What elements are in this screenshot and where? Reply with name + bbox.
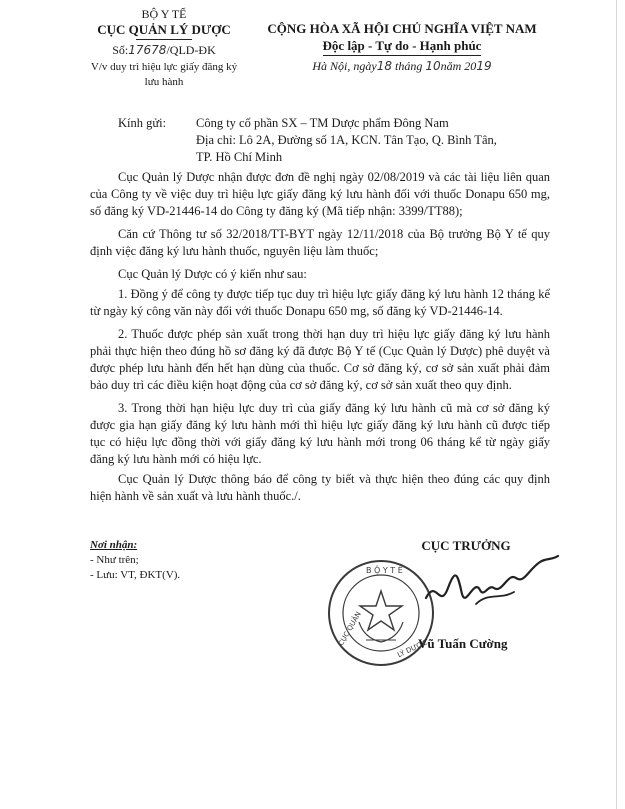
signer-name: Vũ Tuấn Cường xyxy=(418,636,508,651)
subject-line-1: V/v duy trì hiệu lực giấy đăng ký xyxy=(90,61,238,73)
svg-text:CỤC QUẢN: CỤC QUẢN xyxy=(337,610,363,648)
addressee-label: Kính gửi: xyxy=(118,116,167,130)
addressee-name: Công ty cổ phần SX – TM Dược phẩm Đông Nam xyxy=(196,116,449,130)
addressee-address-line-1: Địa chỉ: Lô 2A, Đường số 1A, KCN. Tân Tạo, Q. Bình Tân, xyxy=(196,133,497,147)
date-month-label: tháng xyxy=(395,59,423,73)
national-motto: Độc lập - Tự do - Hạnh phúc xyxy=(322,38,482,53)
issue-date xyxy=(246,58,558,75)
opinion-paragraph: Cục Quản lý Dược có ý kiến như sau: xyxy=(118,267,307,281)
item-1-paragraph: 1. Đồng ý để công ty được tiếp tục duy trì hiệu lực giấy đăng ký lưu hành 12 tháng kể từ ngày ký công văn này đối với thuốc Donapu 650 mg, số đăng ký VD-21446-14. xyxy=(90,287,550,318)
date-month-handwritten: 10 xyxy=(425,59,441,73)
item-3-paragraph: 3. Trong thời hạn hiệu lực duy trì của giấy đăng ký lưu hành cũ mà cơ sở đăng ký được gia hạn giấy đăng ký lưu hành mới thì hiệu lực giấy đăng ký lưu hành cũ được tiếp tục có hiệu lực đồng thời với giấy đăng ký lưu hành mới trong 06 tháng kể từ ngày giấy đăng ký lưu hành mới có hiệu lực. xyxy=(90,401,550,466)
date-prefix: Hà Nội, ngày xyxy=(312,59,377,73)
closing-paragraph: Cục Quản lý Dược thông báo để công ty biết và thực hiện theo đúng các quy định hiện hành về sản xuất và lưu hành thuốc./. xyxy=(90,472,550,503)
subject-line-2: lưu hành xyxy=(144,76,184,88)
recipients-title: Nơi nhận: xyxy=(90,539,138,551)
document-number-prefix: Số: xyxy=(112,43,129,57)
subject-line xyxy=(72,60,256,90)
national-header-block xyxy=(246,20,558,75)
legal-basis-paragraph: Căn cứ Thông tư số 32/2018/TT-BYT ngày 12/11/2018 của Bộ trưởng Bộ Y tế quy định việc đăng ký lưu hành thuốc, nguyên liệu làm thuốc; xyxy=(90,227,550,258)
date-year-label: năm 20 xyxy=(440,59,477,73)
handwritten-signature xyxy=(418,548,568,618)
document-number-suffix: /QLD-ĐK xyxy=(166,43,216,57)
recipients-block xyxy=(90,538,290,583)
header-left-underline xyxy=(136,39,192,40)
parent-ministry: BỘ Y TẾ xyxy=(141,7,187,21)
svg-text:LÝ DƯỢC: LÝ DƯỢC xyxy=(396,638,429,660)
signatory-title: CỤC TRƯỞNG xyxy=(421,538,511,553)
recipient-line-1: - Như trên; xyxy=(90,554,139,566)
addressee-line xyxy=(90,115,550,132)
intro-paragraph: Cục Quản lý Dược nhận được đơn đề nghị ngày 02/08/2019 và các tài liệu liên quan của Công ty về việc duy trì hiệu lực giấy đăng ký lưu hành đối với thuốc Donapu 650 mg, số đăng ký VD-21446-14 do Công ty đăng ký (Mã tiếp nhận: 3399/TT88); xyxy=(90,170,550,218)
document-number xyxy=(72,42,256,58)
date-day-handwritten: 18 xyxy=(376,59,393,73)
document-number-handwritten: 17678 xyxy=(128,43,167,57)
country-name: CỘNG HÒA XÃ HỘI CHỦ NGHĨA VIỆT NAM xyxy=(267,21,537,36)
recipient-line-2: - Lưu: VT, ĐKT(V). xyxy=(90,569,181,581)
issuing-organization-block xyxy=(72,6,256,90)
letter-body xyxy=(90,115,550,508)
date-year-handwritten: 19 xyxy=(476,59,492,73)
item-2-paragraph: 2. Thuốc được phép sản xuất trong thời hạn duy trì hiệu lực giấy đăng ký lưu hành phải thực hiện theo đúng hồ sơ đăng ký đã được Bộ Y tế (Cục Quản lý Dược) phê duyệt và được phép lưu hành đến hết hạn dùng của thuốc. Cơ sở đăng ký, cơ sở sản xuất phải đảm bảo duy trì các điều kiện hoạt động của cơ sở đăng ký, cơ sở sản xuất theo quy định. xyxy=(90,327,550,392)
svg-text:B Ộ Y T Ế: B Ộ Y T Ế xyxy=(366,566,403,575)
addressee-address-line-2: TP. Hồ Chí Minh xyxy=(196,150,283,164)
issuing-department: CỤC QUẢN LÝ DƯỢC xyxy=(97,22,231,37)
motto-underline xyxy=(323,55,481,56)
